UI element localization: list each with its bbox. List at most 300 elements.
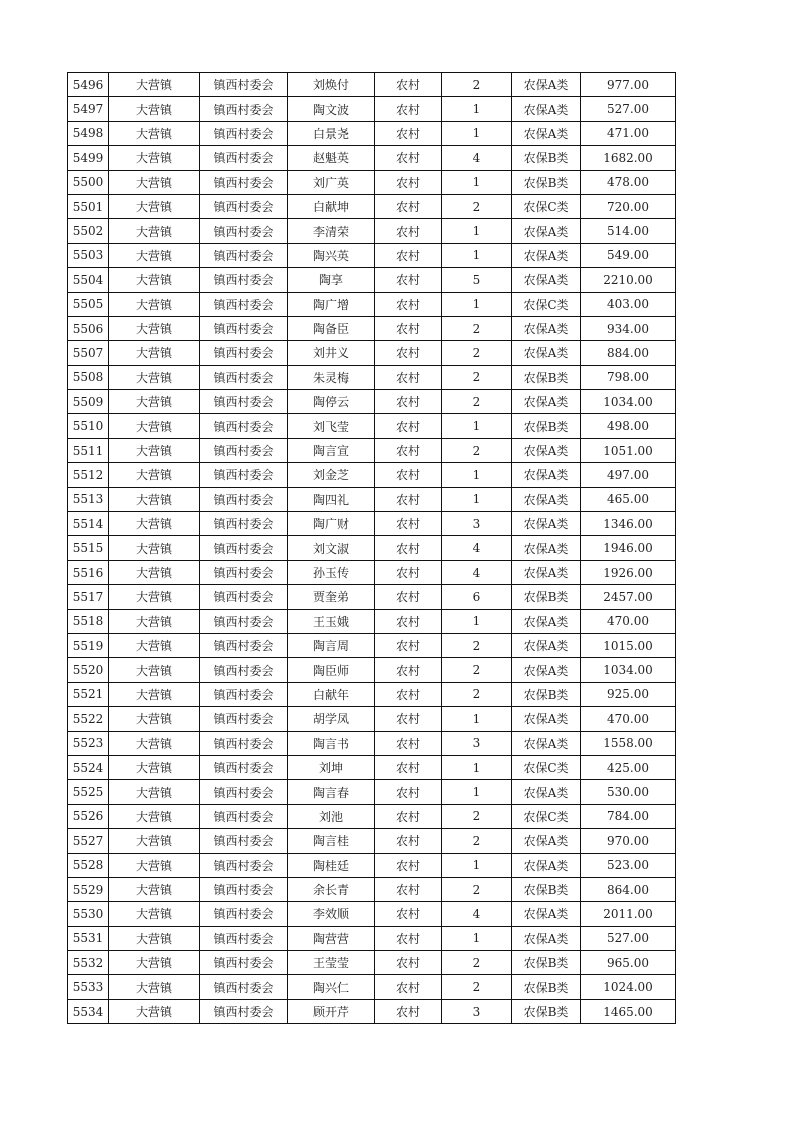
cell-town: 大营镇 (109, 780, 200, 804)
cell-insurance-category: 农保A类 (512, 560, 581, 584)
cell-insurance-category: 农保A类 (512, 731, 581, 755)
table-body (68, 73, 676, 1024)
cell-name: 孙玉传 (288, 560, 375, 584)
cell-village-committee: 镇西村委会 (200, 463, 288, 487)
cell-insurance-category: 农保B类 (512, 682, 581, 706)
cell-amount: 1051.00 (581, 438, 676, 462)
cell-member-count: 2 (442, 316, 512, 340)
cell-insurance-category: 农保B类 (512, 170, 581, 194)
cell-name: 刘金芝 (288, 463, 375, 487)
cell-member-count: 1 (442, 414, 512, 438)
cell-village-committee: 镇西村委会 (200, 975, 288, 999)
cell-amount: 784.00 (581, 804, 676, 828)
cell-household-type: 农村 (375, 975, 442, 999)
cell-household-type: 农村 (375, 463, 442, 487)
cell-village-committee: 镇西村委会 (200, 804, 288, 828)
cell-member-count: 3 (442, 731, 512, 755)
cell-member-count: 1 (442, 853, 512, 877)
cell-insurance-category: 农保A类 (512, 609, 581, 633)
cell-village-committee: 镇西村委会 (200, 585, 288, 609)
cell-village-committee: 镇西村委会 (200, 999, 288, 1023)
cell-insurance-category: 农保B类 (512, 975, 581, 999)
cell-town: 大营镇 (109, 633, 200, 657)
table-row (68, 902, 676, 926)
table-row (68, 975, 676, 999)
cell-village-committee: 镇西村委会 (200, 536, 288, 560)
table-row (68, 146, 676, 170)
cell-town: 大营镇 (109, 560, 200, 584)
cell-name: 余长青 (288, 877, 375, 901)
cell-name: 赵魁英 (288, 146, 375, 170)
cell-household-type: 农村 (375, 512, 442, 536)
table-row (68, 365, 676, 389)
cell-town: 大营镇 (109, 536, 200, 560)
cell-amount: 934.00 (581, 316, 676, 340)
cell-row-number: 5497 (68, 97, 109, 121)
cell-member-count: 2 (442, 341, 512, 365)
cell-household-type: 农村 (375, 926, 442, 950)
cell-row-number: 5534 (68, 999, 109, 1023)
cell-insurance-category: 农保A类 (512, 780, 581, 804)
cell-town: 大营镇 (109, 341, 200, 365)
cell-amount: 2457.00 (581, 585, 676, 609)
cell-member-count: 4 (442, 146, 512, 170)
cell-household-type: 农村 (375, 829, 442, 853)
cell-household-type: 农村 (375, 780, 442, 804)
cell-town: 大营镇 (109, 755, 200, 779)
cell-insurance-category: 农保A类 (512, 243, 581, 267)
cell-village-committee: 镇西村委会 (200, 487, 288, 511)
cell-amount: 965.00 (581, 951, 676, 975)
cell-village-committee: 镇西村委会 (200, 633, 288, 657)
cell-village-committee: 镇西村委会 (200, 731, 288, 755)
cell-household-type: 农村 (375, 731, 442, 755)
cell-row-number: 5504 (68, 268, 109, 292)
cell-household-type: 农村 (375, 219, 442, 243)
cell-village-committee: 镇西村委会 (200, 902, 288, 926)
cell-amount: 1015.00 (581, 633, 676, 657)
cell-town: 大营镇 (109, 975, 200, 999)
cell-name: 陶四礼 (288, 487, 375, 511)
cell-row-number: 5496 (68, 73, 109, 97)
cell-amount: 470.00 (581, 609, 676, 633)
cell-row-number: 5512 (68, 463, 109, 487)
cell-village-committee: 镇西村委会 (200, 926, 288, 950)
cell-village-committee: 镇西村委会 (200, 780, 288, 804)
cell-name: 陶言书 (288, 731, 375, 755)
cell-member-count: 2 (442, 951, 512, 975)
cell-town: 大营镇 (109, 877, 200, 901)
table-row (68, 219, 676, 243)
cell-insurance-category: 农保A类 (512, 853, 581, 877)
cell-amount: 864.00 (581, 877, 676, 901)
cell-village-committee: 镇西村委会 (200, 268, 288, 292)
cell-amount: 1034.00 (581, 658, 676, 682)
cell-name: 陶广财 (288, 512, 375, 536)
cell-row-number: 5501 (68, 194, 109, 218)
cell-member-count: 6 (442, 585, 512, 609)
cell-name: 陶停云 (288, 390, 375, 414)
cell-member-count: 3 (442, 999, 512, 1023)
cell-household-type: 农村 (375, 268, 442, 292)
cell-amount: 720.00 (581, 194, 676, 218)
cell-amount: 425.00 (581, 755, 676, 779)
table-row (68, 682, 676, 706)
cell-amount: 1558.00 (581, 731, 676, 755)
cell-name: 陶文波 (288, 97, 375, 121)
cell-amount: 1682.00 (581, 146, 676, 170)
cell-town: 大营镇 (109, 292, 200, 316)
table-row (68, 877, 676, 901)
cell-amount: 925.00 (581, 682, 676, 706)
cell-insurance-category: 农保A类 (512, 390, 581, 414)
cell-town: 大营镇 (109, 951, 200, 975)
cell-insurance-category: 农保A类 (512, 316, 581, 340)
cell-amount: 1024.00 (581, 975, 676, 999)
cell-row-number: 5509 (68, 390, 109, 414)
cell-member-count: 4 (442, 902, 512, 926)
cell-name: 王莹莹 (288, 951, 375, 975)
cell-amount: 514.00 (581, 219, 676, 243)
cell-town: 大营镇 (109, 829, 200, 853)
cell-row-number: 5517 (68, 585, 109, 609)
table-row (68, 755, 676, 779)
cell-village-committee: 镇西村委会 (200, 829, 288, 853)
cell-name: 李效顺 (288, 902, 375, 926)
cell-insurance-category: 农保A类 (512, 463, 581, 487)
cell-village-committee: 镇西村委会 (200, 316, 288, 340)
cell-household-type: 农村 (375, 414, 442, 438)
cell-row-number: 5532 (68, 951, 109, 975)
cell-insurance-category: 农保A类 (512, 707, 581, 731)
table-row (68, 73, 676, 97)
cell-village-committee: 镇西村委会 (200, 707, 288, 731)
cell-amount: 549.00 (581, 243, 676, 267)
cell-town: 大营镇 (109, 170, 200, 194)
cell-town: 大营镇 (109, 731, 200, 755)
cell-member-count: 2 (442, 877, 512, 901)
cell-household-type: 农村 (375, 755, 442, 779)
cell-village-committee: 镇西村委会 (200, 292, 288, 316)
cell-name: 陶臣师 (288, 658, 375, 682)
cell-member-count: 1 (442, 97, 512, 121)
cell-town: 大营镇 (109, 682, 200, 706)
cell-row-number: 5533 (68, 975, 109, 999)
cell-name: 陶营营 (288, 926, 375, 950)
cell-amount: 2011.00 (581, 902, 676, 926)
cell-household-type: 农村 (375, 902, 442, 926)
cell-amount: 527.00 (581, 926, 676, 950)
cell-town: 大营镇 (109, 487, 200, 511)
cell-village-committee: 镇西村委会 (200, 97, 288, 121)
cell-member-count: 2 (442, 390, 512, 414)
cell-village-committee: 镇西村委会 (200, 658, 288, 682)
cell-name: 王玉娥 (288, 609, 375, 633)
cell-member-count: 1 (442, 170, 512, 194)
cell-amount: 530.00 (581, 780, 676, 804)
cell-insurance-category: 农保A类 (512, 536, 581, 560)
cell-name: 白景尧 (288, 121, 375, 145)
cell-name: 顾开芹 (288, 999, 375, 1023)
cell-amount: 478.00 (581, 170, 676, 194)
cell-amount: 884.00 (581, 341, 676, 365)
cell-row-number: 5507 (68, 341, 109, 365)
cell-row-number: 5499 (68, 146, 109, 170)
cell-household-type: 农村 (375, 97, 442, 121)
table-row (68, 170, 676, 194)
cell-insurance-category: 农保B类 (512, 877, 581, 901)
cell-row-number: 5525 (68, 780, 109, 804)
cell-village-committee: 镇西村委会 (200, 951, 288, 975)
cell-name: 白献年 (288, 682, 375, 706)
cell-amount: 1465.00 (581, 999, 676, 1023)
cell-town: 大营镇 (109, 316, 200, 340)
cell-village-committee: 镇西村委会 (200, 219, 288, 243)
cell-household-type: 农村 (375, 341, 442, 365)
cell-village-committee: 镇西村委会 (200, 512, 288, 536)
cell-household-type: 农村 (375, 951, 442, 975)
cell-village-committee: 镇西村委会 (200, 146, 288, 170)
cell-town: 大营镇 (109, 390, 200, 414)
cell-household-type: 农村 (375, 73, 442, 97)
cell-row-number: 5516 (68, 560, 109, 584)
cell-village-committee: 镇西村委会 (200, 560, 288, 584)
table-row (68, 804, 676, 828)
cell-member-count: 1 (442, 926, 512, 950)
cell-village-committee: 镇西村委会 (200, 121, 288, 145)
cell-town: 大营镇 (109, 609, 200, 633)
data-table (67, 72, 676, 1024)
table-row (68, 268, 676, 292)
cell-insurance-category: 农保A类 (512, 926, 581, 950)
cell-town: 大营镇 (109, 853, 200, 877)
cell-household-type: 农村 (375, 390, 442, 414)
table-row (68, 585, 676, 609)
cell-insurance-category: 农保A类 (512, 121, 581, 145)
cell-household-type: 农村 (375, 585, 442, 609)
cell-insurance-category: 农保A类 (512, 268, 581, 292)
cell-member-count: 2 (442, 194, 512, 218)
cell-member-count: 2 (442, 633, 512, 657)
table-row (68, 97, 676, 121)
cell-member-count: 2 (442, 829, 512, 853)
cell-row-number: 5510 (68, 414, 109, 438)
cell-amount: 1926.00 (581, 560, 676, 584)
cell-town: 大营镇 (109, 146, 200, 170)
cell-amount: 977.00 (581, 73, 676, 97)
cell-member-count: 1 (442, 243, 512, 267)
cell-member-count: 4 (442, 560, 512, 584)
cell-name: 陶言春 (288, 780, 375, 804)
cell-amount: 471.00 (581, 121, 676, 145)
cell-household-type: 农村 (375, 560, 442, 584)
cell-village-committee: 镇西村委会 (200, 365, 288, 389)
cell-name: 陶言周 (288, 633, 375, 657)
cell-member-count: 5 (442, 268, 512, 292)
cell-household-type: 农村 (375, 609, 442, 633)
cell-insurance-category: 农保A类 (512, 902, 581, 926)
cell-insurance-category: 农保C类 (512, 755, 581, 779)
cell-insurance-category: 农保B类 (512, 146, 581, 170)
cell-insurance-category: 农保B类 (512, 414, 581, 438)
cell-insurance-category: 农保A类 (512, 633, 581, 657)
cell-name: 陶享 (288, 268, 375, 292)
cell-household-type: 农村 (375, 707, 442, 731)
table-row (68, 463, 676, 487)
cell-amount: 970.00 (581, 829, 676, 853)
cell-name: 刘池 (288, 804, 375, 828)
cell-village-committee: 镇西村委会 (200, 877, 288, 901)
cell-member-count: 2 (442, 682, 512, 706)
cell-insurance-category: 农保B类 (512, 585, 581, 609)
cell-row-number: 5506 (68, 316, 109, 340)
cell-town: 大营镇 (109, 463, 200, 487)
table-row (68, 438, 676, 462)
cell-name: 刘广英 (288, 170, 375, 194)
cell-amount: 798.00 (581, 365, 676, 389)
cell-name: 陶兴英 (288, 243, 375, 267)
cell-row-number: 5515 (68, 536, 109, 560)
cell-village-committee: 镇西村委会 (200, 438, 288, 462)
cell-name: 贾奎弟 (288, 585, 375, 609)
cell-row-number: 5522 (68, 707, 109, 731)
table-row (68, 292, 676, 316)
cell-village-committee: 镇西村委会 (200, 682, 288, 706)
cell-name: 陶言桂 (288, 829, 375, 853)
cell-row-number: 5511 (68, 438, 109, 462)
cell-member-count: 1 (442, 609, 512, 633)
table-row (68, 560, 676, 584)
cell-household-type: 农村 (375, 658, 442, 682)
cell-member-count: 1 (442, 755, 512, 779)
cell-household-type: 农村 (375, 804, 442, 828)
cell-amount: 527.00 (581, 97, 676, 121)
cell-insurance-category: 农保B类 (512, 365, 581, 389)
cell-amount: 2210.00 (581, 268, 676, 292)
cell-town: 大营镇 (109, 414, 200, 438)
table-row (68, 999, 676, 1023)
cell-village-committee: 镇西村委会 (200, 243, 288, 267)
table-row (68, 194, 676, 218)
cell-member-count: 1 (442, 780, 512, 804)
cell-insurance-category: 农保B类 (512, 951, 581, 975)
cell-member-count: 3 (442, 512, 512, 536)
cell-member-count: 2 (442, 658, 512, 682)
cell-town: 大营镇 (109, 219, 200, 243)
table-row (68, 951, 676, 975)
cell-insurance-category: 农保A类 (512, 438, 581, 462)
cell-household-type: 农村 (375, 877, 442, 901)
cell-household-type: 农村 (375, 438, 442, 462)
cell-household-type: 农村 (375, 365, 442, 389)
cell-town: 大营镇 (109, 585, 200, 609)
cell-village-committee: 镇西村委会 (200, 170, 288, 194)
cell-row-number: 5521 (68, 682, 109, 706)
table-row (68, 414, 676, 438)
cell-member-count: 2 (442, 365, 512, 389)
cell-name: 陶言宣 (288, 438, 375, 462)
cell-amount: 1034.00 (581, 390, 676, 414)
cell-household-type: 农村 (375, 121, 442, 145)
cell-town: 大营镇 (109, 804, 200, 828)
cell-name: 陶备臣 (288, 316, 375, 340)
cell-village-committee: 镇西村委会 (200, 414, 288, 438)
cell-name: 白献坤 (288, 194, 375, 218)
cell-member-count: 2 (442, 975, 512, 999)
table-row (68, 512, 676, 536)
cell-row-number: 5520 (68, 658, 109, 682)
table-row (68, 633, 676, 657)
cell-row-number: 5530 (68, 902, 109, 926)
cell-town: 大营镇 (109, 512, 200, 536)
cell-member-count: 1 (442, 463, 512, 487)
table-row (68, 121, 676, 145)
cell-insurance-category: 农保C类 (512, 194, 581, 218)
table-row (68, 926, 676, 950)
cell-household-type: 农村 (375, 170, 442, 194)
table-row (68, 853, 676, 877)
cell-household-type: 农村 (375, 243, 442, 267)
cell-village-committee: 镇西村委会 (200, 609, 288, 633)
table-row (68, 243, 676, 267)
cell-amount: 1946.00 (581, 536, 676, 560)
cell-amount: 523.00 (581, 853, 676, 877)
cell-town: 大营镇 (109, 926, 200, 950)
table-row (68, 341, 676, 365)
cell-row-number: 5514 (68, 512, 109, 536)
cell-row-number: 5528 (68, 853, 109, 877)
cell-insurance-category: 农保A类 (512, 73, 581, 97)
cell-row-number: 5523 (68, 731, 109, 755)
cell-name: 李清荣 (288, 219, 375, 243)
cell-row-number: 5502 (68, 219, 109, 243)
table-row (68, 658, 676, 682)
cell-household-type: 农村 (375, 633, 442, 657)
cell-row-number: 5513 (68, 487, 109, 511)
cell-insurance-category: 农保A类 (512, 512, 581, 536)
cell-household-type: 农村 (375, 194, 442, 218)
cell-member-count: 2 (442, 804, 512, 828)
cell-name: 朱灵梅 (288, 365, 375, 389)
cell-row-number: 5524 (68, 755, 109, 779)
cell-town: 大营镇 (109, 902, 200, 926)
cell-insurance-category: 农保A类 (512, 219, 581, 243)
cell-household-type: 农村 (375, 853, 442, 877)
cell-insurance-category: 农保B类 (512, 999, 581, 1023)
table-row (68, 829, 676, 853)
cell-amount: 498.00 (581, 414, 676, 438)
cell-amount: 1346.00 (581, 512, 676, 536)
cell-member-count: 4 (442, 536, 512, 560)
cell-insurance-category: 农保C类 (512, 292, 581, 316)
cell-town: 大营镇 (109, 194, 200, 218)
table-row (68, 536, 676, 560)
cell-town: 大营镇 (109, 707, 200, 731)
cell-member-count: 2 (442, 73, 512, 97)
cell-member-count: 1 (442, 219, 512, 243)
cell-amount: 403.00 (581, 292, 676, 316)
cell-name: 刘井义 (288, 341, 375, 365)
cell-insurance-category: 农保A类 (512, 658, 581, 682)
cell-row-number: 5518 (68, 609, 109, 633)
cell-name: 陶桂廷 (288, 853, 375, 877)
cell-name: 陶兴仁 (288, 975, 375, 999)
cell-name: 胡学凤 (288, 707, 375, 731)
cell-row-number: 5505 (68, 292, 109, 316)
cell-name: 刘坤 (288, 755, 375, 779)
cell-name: 刘飞莹 (288, 414, 375, 438)
cell-row-number: 5500 (68, 170, 109, 194)
